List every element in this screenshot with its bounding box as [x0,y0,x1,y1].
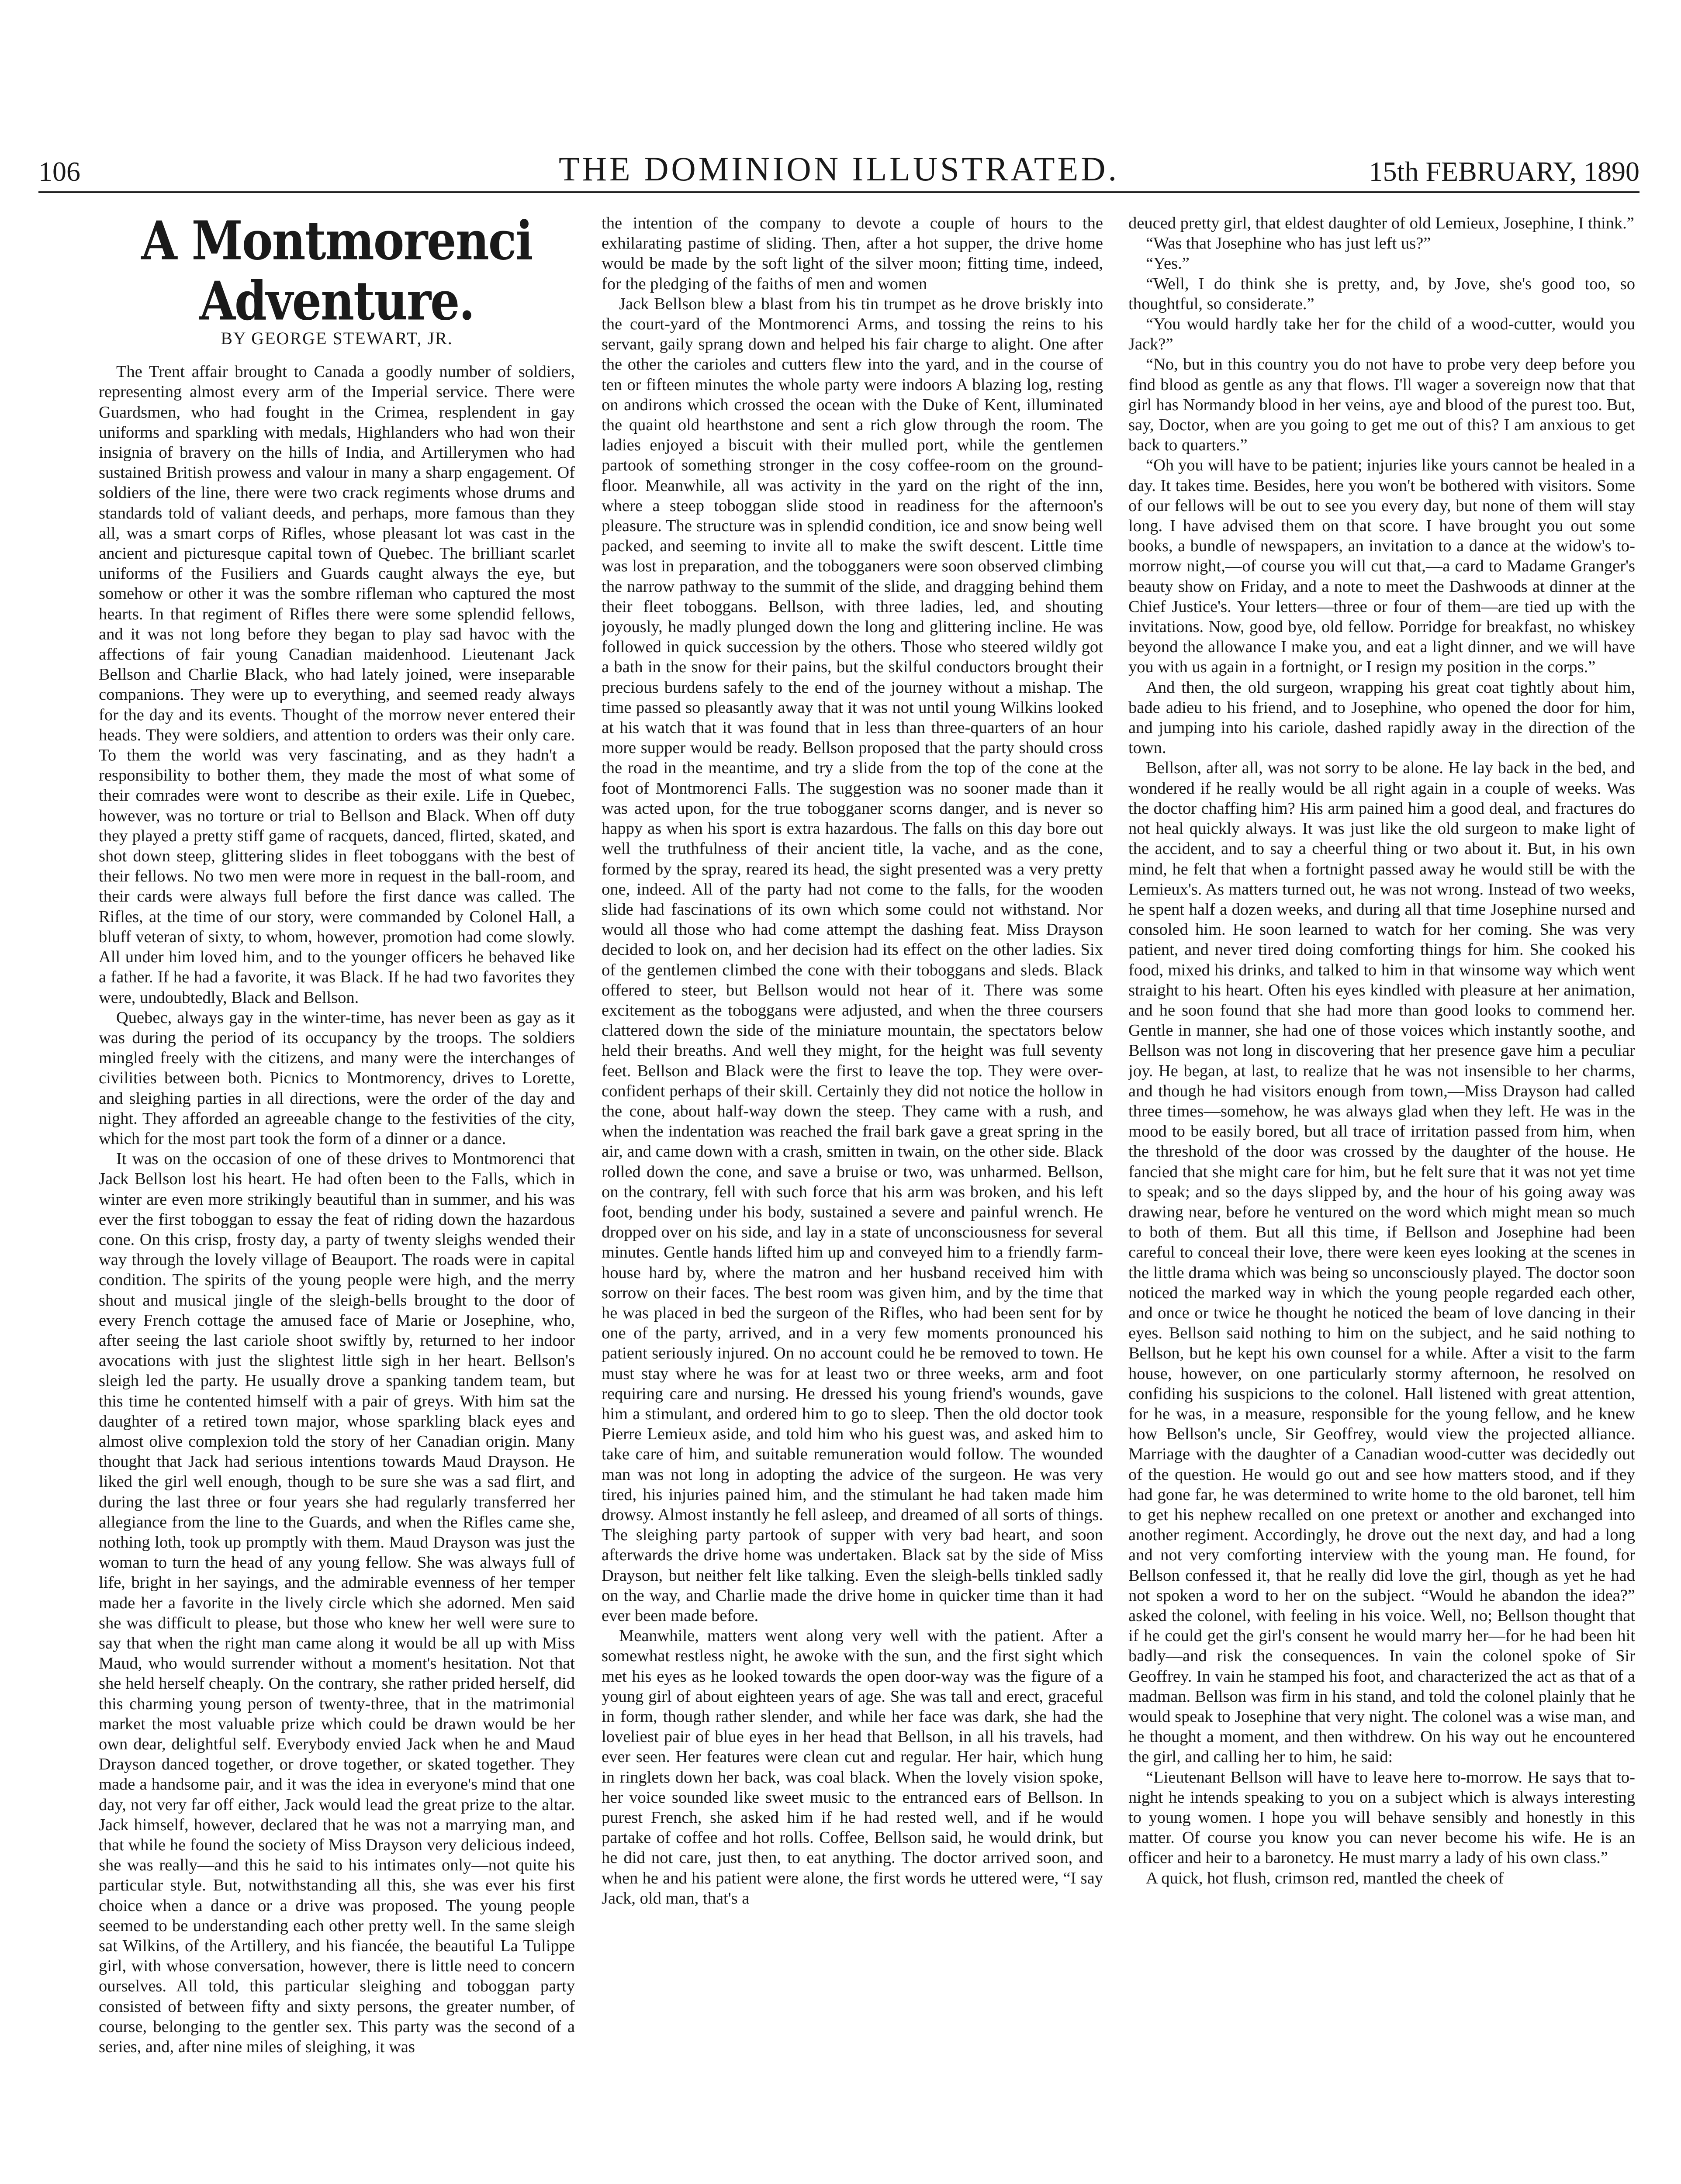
text-column-3 [1128,213,1635,2184]
paragraph: deuced pretty girl, that eldest daughter of old Lemieux, Josephine, I think.” [1128,214,1634,232]
paragraph: A quick, hot flush, crimson red, mantled the cheek of [1146,1869,1504,1887]
paragraph: Jack Bellson blew a blast from his tin trumpet as he drove briskly into the court-yard of the Montmorenci Arms, and tossing the reins to his servant, gaily sprang down and helped his fair charge to alight. One after the other the carioles and cutters flew into the yard, and in the course of ten or fifteen minutes the whole party were indoors A blazing log, resting on andirons which crossed the ocean with the Duke of Kent, illuminated the quaint old hearthstone and sent a rich glow through the room. The ladies enjoyed a biscuit with their mulled port, while the gentlemen partook of something stronger in the cosy coffee-room on the ground-floor. Meanwhile, all was activity in the yard on the right of the inn, where a steep toboggan slide stood in readiness for the afternoon's pleasure. The structure was in splendid condition, ice and snow being well packed, and seeming to invite all to make the swift descent. Little time was lost in preparation, and the tobogganers were soon observed climbing the narrow pathway to the summit of the slide, and dragging behind them their fleet toboggans. Bellson, with three ladies, led, and shouting joyously, he madly plunged down the long and glittering incline. He was followed in quick succession by the others. Those who steered wildly got a bath in the snow for their pains, but the skilful conductors brought their precious burdens safely to the end of the journey without a mishap. The time passed so pleasantly away that it was not until young Wilkins looked at his watch that it was found that in less than three-quarters of an hour more supper would be ready. Bellson proposed that the party should cross the road in the meantime, and try a slide from the top of the cone at the foot of Montmorenci Falls. The suggestion was no sooner made than it was acted upon, for the true tobogganer scorns danger, and is never so happy as when his sport is extra hazardous. The falls on this day bore out well the truthfulness of their ancient title, la vache, and as the cone, formed by the spray, reared its head, the sight presented was a very pretty one, indeed. All of the party had not come to the falls, for the wooden slide had fascinations of its own which some could not withstand. Nor would all those who had come attempt the dashing feat. Miss Drayson decided to look on, and her decision had its effect on the other ladies. Six of the gentlemen climbed the cone with their toboggans and sleds. Black offered to steer, but Bellson would not hear of it. There was some excitement as the toboggans were adjusted, and when the three coursers clattered down the side of the miniature mountain, the spectators below held their breaths. And well they might, for the height was full seventy feet. Bellson and Black were the first to leave the top. They were over-confident perhaps of their skill. Certainly they did not notice the hollow in the cone, about half-way down the steep. They came with a rush, and when the indentation was reached the frail bark gave a great spring in the air, and came down with a crash, smitten in twain, on the other side. Black rolled down the cone, and save a bruise or two, was unharmed. Bellson, on the contrary, fell with such force that his arm was broken, and his left foot, bending under his body, sustained a severe and painful wrench. He dropped over on his side, and lay in a state of unconsciousness for several minutes. Gentle hands lifted him up and conveyed him to a friendly farm-house hard by, where the matron and her husband received him with sorrow on their faces. The best room was given him, and by the time that he was placed in bed the surgeon of the Rifles, who had been sent for by one of the party, arrived, and in a very few moments pronounced his patient seriously injured. On no account could he be removed to town. He must stay where he was for at least two or three weeks, arm and foot requiring care and nursing. He dressed his young friend's wounds, gave him a stimulant, and ordered him to go to sleep. Then the old doctor took Pierre Lemieux aside, and told him who his guest was, and asked him to take care of him, and suitable remuneration would follow. The wounded man was not long in adopting the advice of the surgeon. He was very tired, his injuries pained him, and the stimulant he had taken made him drowsy. Almost instantly he fell asleep, and dreamed of all sorts of things. The sleighing party partook of supper with very bad heart, and soon afterwards the drive home was undertaken. Black sat by the side of Miss Drayson, but neither felt like talking. Even the sleigh-bells tinkled sadly on the way, and Charlie made the drive home in quicker time than it had ever been made before. [602,294,1103,1625]
paragraph: And then, the old surgeon, wrapping his great coat tightly about him, bade adieu to his friend, and to Josephine, who opened the door for him, and jumping into his cariole, dashed rapidly away in the direction of the town. [1128,678,1635,757]
paragraph: Bellson, after all, was not sorry to be alone. He lay back in the bed, and wondered if he really would be all right again in a couple of weeks. Was the doctor chaffing him? His arm pained him a good deal, and fractures do not heal quickly always. It was just like the old surgeon to make light of the accident, and to say a cheerful thing or two about it. But, in his own mind, he felt that when a fortnight passed away he would still be with the Lemieux's. As matters turned out, he was not wrong. Instead of two weeks, he spent half a dozen weeks, and during all that time Josephine nursed and consoled him. He soon learned to watch for her coming. She was very patient, and never tired doing comforting things for him. She cooked his food, mixed his drinks, and talked to him in that winsome way which went straight to his heart. Often his eyes kindled with pleasure at her animation, and he soon found that she had more than good looks to commend her. Gentle in manner, she had one of those voices which instantly soothe, and Bellson was not long in discovering that her presence gave him a peculiar joy. He began, at last, to realize that he was not insensible to her charms, and though he had visitors enough from town,—Miss Drayson had called three times—somehow, he was always glad when they left. He was in the mood to be easily bored, but all trace of irritation passed from him, when the threshold of the door was crossed by the daughter of the house. He fancied that she might care for him, but he felt sure that it was not yet time to speak; and so the days slipped by, and the hour of his going away was drawing near, before he ventured on the word which might mean so much to both of them. But all this time, if Bellson and Josephine had been careful to conceal their love, there were keen eyes looking at the scenes in the little drama which was being so unconsciously played. The doctor soon noticed the marked way in which the young people regarded each other, and once or twice he thought he noticed the beam of love dancing in their eyes. Bellson said nothing to him on the subject, and he said nothing to Bellson, but he kept his own counsel for a while. After a visit to the farm house, however, on one particularly stormy afternoon, he resolved on confiding his suspicions to the colonel. Hall listened with great attention, for he was, in a measure, responsible for the young fellow, and he knew how Bellson's uncle, Sir Geoffrey, would view the projected alliance. Marriage with the daughter of a Canadian wood-cutter was decidedly out of the question. He would go out and see how matters stood, and if they had gone far, he was determined to write home to the old baronet, tell him to get his nephew recalled on one pretext or another and exchanged into another regiment. Accordingly, he drove out the next day, and had a long and not very comforting interview with the young man. He found, for Bellson confessed it, that he really did love the girl, though as yet he had not spoken a word to her on the subject. “Would he abandon the idea?” asked the colonel, with feeling in his voice. Well, no; Bellson thought that if he could get the girl's consent he would marry her—for he had been hit badly—and risk the consequences. In vain the colonel spoke of Sir Geoffrey. In vain he stamped his foot, and characterized the act as that of a madman. Bellson was firm in his stand, and told the colonel plainly that he would speak to Josephine that very night. The colonel was a wise man, and he thought a moment, and then withdrew. On his way out he encountered the girl, and calling her to him, he said: [1128,759,1635,1766]
paragraph: “Oh you will have to be patient; injuries like yours cannot be healed in a day. It takes time. Besides, here you won't be bothered with visitors. Some of our fellows will be out to see you every day, but none of them will stay long. I have advised them on that score. I have brought you out some books, a bundle of newspapers, an invitation to a dance at the widow's to-morrow night,—of course you will cut that,—a card to Madame Granger's beauty show on Friday, and a note to meet the Dashwoods at dinner at the Chief Justice's. Your letters—three or four of them—are tied up with the invitations. Now, good bye, old fellow. Porridge for breakfast, no whiskey beyond the allowance I make you, and eat a light dinner, and we will have you with us again in a fortnight, or I resign my position in the corps.” [1128,456,1635,677]
paragraph: Meanwhile, matters went along very well with the patient. After a somewhat restless night, he awoke with the sun, and the first sight which met his eyes as he looked towards the open door-way was the figure of a young girl of about eighteen years of age. She was tall and erect, graceful in form, though rather slender, and while her face was dark, she had the loveliest pair of blue eyes in her head that Bellson, in all his travels, had ever seen. Her features were clean cut and regular. Her hair, which hung in ringlets down her back, was coal black. When the lovely vision spoke, her voice sounded like sweet music to the entranced ears of Bellson. In purest French, she asked him if he had rested well, and if he would partake of coffee and hot rolls. Coffee, Bellson said, he would drink, but he did not care, just then, to eat anything. The doctor arrived soon, and when he and his patient were alone, the first words he uttered were, “I say Jack, old man, that's a [602,1627,1103,1908]
paragraph: “Yes.” [1146,254,1190,273]
page-number: 106 [38,156,80,187]
paragraph: “Well, I do think she is pretty, and, by Jove, she's good too, so thoughtful, so considerate.” [1128,274,1635,313]
paragraph: The Trent affair brought to Canada a goodly number of soldiers, representing almost every arm of the Imperial service. There were Guardsmen, who had fought in the Crimea, resplendent in gay uniforms and sparkling with medals, Highlanders who had won their insignia of bravery on the hills of India, and Artillerymen who had sustained British prowess and valour in many a sharp engagement. Of soldiers of the line, there were two crack regiments whose drums and standards told of valiant deeds, and perhaps, more famous than they all, was a smart corps of Rifles, whose pleasant lot was cast in the ancient and picturesque capital town of Quebec. The brilliant scarlet uniforms of the Fusiliers and Guards caught always the eye, but somehow or other it was the sombre rifleman who captured the most hearts. In that regiment of Rifles there were some splendid fellows, and it was not long before they began to play sad havoc with the affections of fair young Canadian maidenhood. Lieutenant Jack Bellson and Charlie Black, who had lately joined, were inseparable companions. They were up to everything, and seemed ready always for the day and its events. Thought of the morrow never entered their heads. They were soldiers, and attention to orders was their only care. To them the world was very fascinating, and as they hadn't a responsibility to bother them, they made the most of what some of their comrades were wont to describe as their exile. Life in Quebec, however, was no torture or trial to Bellson and Black. When off duty they played a pretty stiff game of racquets, danced, flirted, skated, and shot down steep, glittering slides in fleet toboggans with the best of their fellows. No two men were more in request in the ball-room, and their cards were always full before the first dance was called. The Rifles, at the time of our story, were commanded by Colonel Hall, a bluff veteran of sixty, to whom, however, promotion had come slowly. All under him loved him, and to the younger officers he behaved like a father. If he had a favorite, it was Black. If he had two favorites they were, undoubtedly, Black and Bellson. [99,363,575,1007]
paragraph: “No, but in this country you do not have to probe very deep before you find blood as gentle as any that flows. I'll wager a sovereign now that that girl has Normandy blood in her veins, aye and blood of the purest too. But, say, Doctor, when are you going to get me out of this? I am anxious to get back to quarters.” [1128,355,1635,455]
paragraph: “You would hardly take her for the child of a wood-cutter, would you Jack?” [1128,315,1635,354]
paragraph: It was on the occasion of one of these drives to Montmorenci that Jack Bellson lost his heart. He had often been to the Falls, which in winter are even more strikingly beautiful than in summer, and his was ever the first toboggan to essay the feat of riding down the hazardous cone. On this crisp, frosty day, a party of twenty sleighs wended their way through the lovely village of Beauport. The roads were in capital condition. The spirits of the young people were high, and the merry shout and musical jingle of the sleigh-bells brought to the door of every French cottage the amused face of Marie or Josephine, who, after seeing the last cariole shoot swiftly by, returned to her indoor avocations with just the slightest little sigh in her heart. Bellson's sleigh led the party. He usually drove a spanking tandem team, but this time he contented himself with a pair of greys. With him sat the daughter of a retired town major, whose sparkling black eyes and almost olive complexion told the story of her Canadian origin. Many thought that Jack had serious intentions towards Maud Drayson. He liked the girl well enough, though to be sure she was a sad flirt, and during the last three or four years she had regularly transferred her allegiance from the line to the Guards, and when the Rifles came she, nothing loth, took up promptly with them. Maud Drayson was just the woman to turn the head of any young fellow. She was always full of life, bright in her sayings, and the admirable evenness of her temper made her a favorite in the lively circle which she adorned. Men said she was difficult to please, but those who knew her well were sure to say that when the right man came along it would be all up with Miss Maud, who would surrender without a moment's hesitation. Not that she held herself cheaply. On the contrary, she rather prided herself, did this charming young person of twenty-three, that in the matrimonial market the most valuable prize which could be drawn would be her own dear, delightful self. Everybody envied Jack when he and Maud Drayson danced together, or drove together, or skated together. They made a handsome pair, and it was the idea in everyone's mind that one day, not very far off either, Jack would lead the great prize to the altar. Jack himself, however, declared that he was not a marrying man, and that while he found the society of Miss Drayson very delicious indeed, she was really—and this he said to his intimates only—not quite his particular style. But, notwithstanding all this, she was ever his first choice when a dance or a drive was proposed. The young people seemed to be understanding each other pretty well. In the same sleigh sat Wilkins, of the Artillery, and his fiancée, the beautiful La Tulippe girl, with whose conversation, however, there is little need to concern ourselves. All told, this particular sleighing and toboggan party consisted of between fifty and sixty persons, the greater number, of course, belonging to the gentler sex. This party was the second of a series, and, after nine miles of sleighing, it was [99,1150,575,2056]
issue-date: 15th FEBRUARY, 1890 [1369,156,1639,187]
paragraph: “Lieutenant Bellson will have to leave here to-morrow. He says that to-night he intends speaking to you on a subject which is always interesting to young women. I hope you will behave sensibly and honestly in this matter. Of course you know you can never become his wife. He is an officer and heir to a baronetcy. He must marry a lady of his own class.” [1128,1768,1635,1867]
paragraph: the intention of the company to devote a couple of hours to the exhilarating pastime of sliding. Then, after a hot supper, the drive home would be made by the soft light of the silver moon; fitting time, indeed, for the pledging of the faiths of men and women [602,214,1103,293]
article-byline: BY GEORGE STEWART, JR. [221,328,453,348]
paragraph: Quebec, always gay in the winter-time, has never been as gay as it was during the period of its occupancy by the troops. The soldiers mingled freely with the citizens, and many were the interchanges of civilities between both. Picnics to Montmorency, drives to Lorette, and sleighing parties in all directions, were the order of the day and night. They afforded an agreeable change to the festivities of the city, which for the most part took the form of a dinner or a dance. [99,1008,575,1148]
paragraph: “Was that Josephine who has just left us?” [1146,234,1431,253]
page-header [38,139,1639,193]
text-column-2 [602,213,1103,2184]
text-column-1 [99,210,575,2184]
masthead-title: THE DOMINION ILLUSTRATED. [558,150,1120,188]
article-title: A Montmorenci Adventure. [141,210,533,332]
